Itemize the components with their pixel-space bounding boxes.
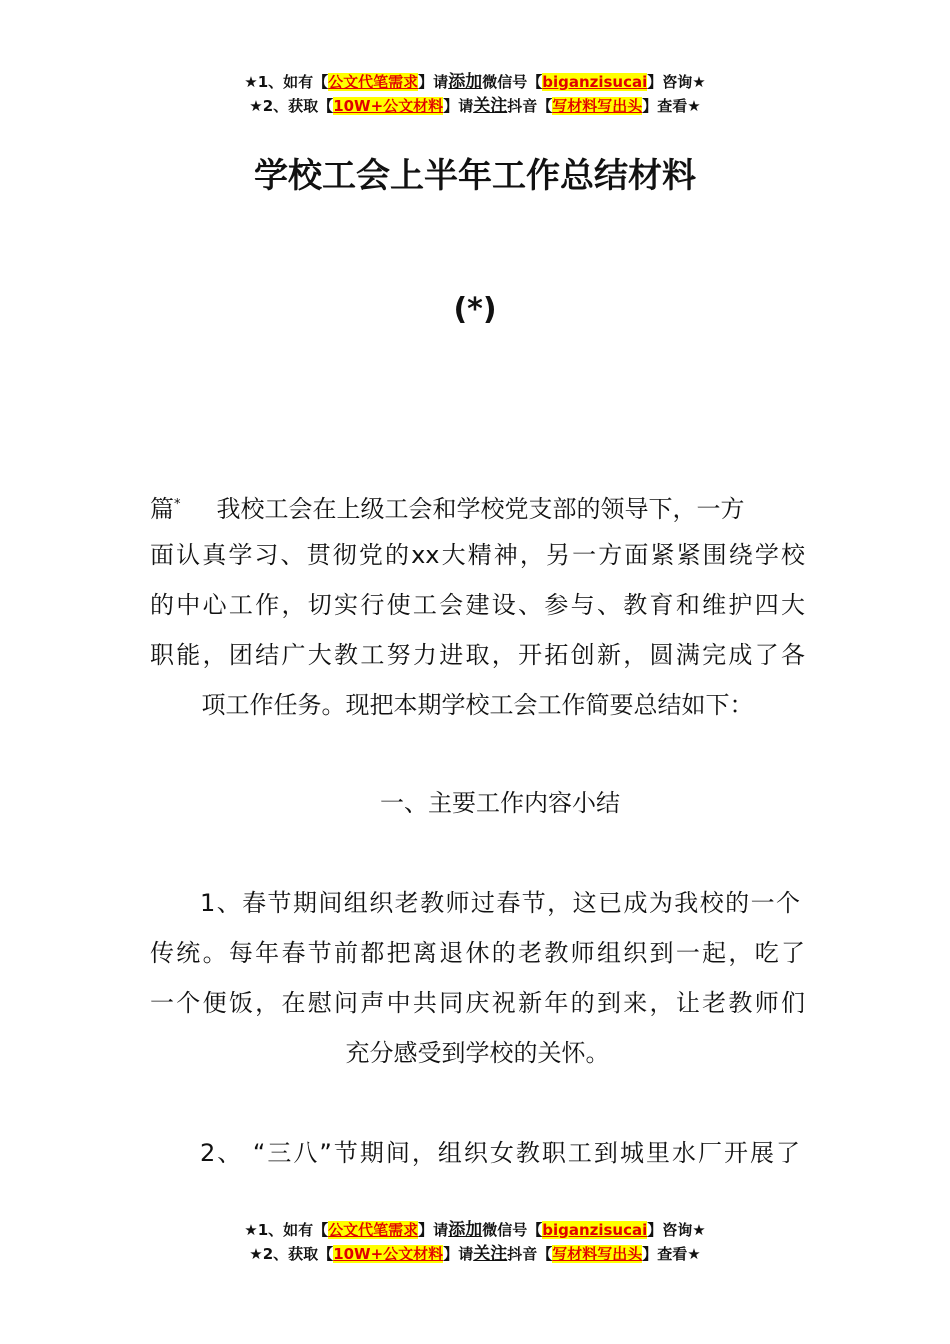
banner-text: ★2、获取【 [249, 1245, 334, 1263]
banner-text: 】请 [418, 73, 449, 91]
banner-text: 】咨询★ [647, 73, 706, 91]
banner-text: 写材料写出头 [552, 1245, 643, 1263]
banner-text: biganzisucai [542, 1221, 648, 1239]
paragraph-line: 一个便饭，在慰问声中共同庆祝新年的到来，让老教师们 [150, 989, 805, 1017]
paragraph-line: 篇* 我校工会在上级工会和学校党支部的领导下，一方 [150, 495, 745, 523]
document-title: 学校工会上半年工作总结材料 [254, 156, 696, 196]
banner-text: 添加 [448, 72, 483, 92]
paragraph-line: 面认真学习、贯彻党的xx大精神，另一方面紧紧围绕学校 [150, 541, 805, 569]
paragraph-line: 传统。每年春节前都把离退休的老教师组织到一起，吃了 [150, 939, 805, 967]
banner-text: 】咨询★ [647, 1221, 706, 1239]
paragraph-line: 充分感受到学校的关怀。 [345, 1039, 610, 1067]
banner-text: 】请 [443, 1245, 474, 1263]
section-heading: 一、主要工作内容小结 [380, 789, 620, 817]
banner-text: ★2、获取【 [249, 97, 334, 115]
banner-text: ★1、如有【 [244, 73, 329, 91]
banner-text: 公文代笔需求 [328, 73, 419, 91]
banner-text: 微信号【 [482, 1221, 543, 1239]
paragraph-line: 的中心工作，切实行使工会建设、参与、教育和维护四大 [150, 591, 805, 619]
banner-text: 写材料写出头 [552, 97, 643, 115]
paragraph-line: 职能，团结广大教工努力进取，开拓创新，圆满完成了各 [150, 641, 805, 669]
banner-text: 抖音【 [507, 1245, 553, 1263]
banner-text: ★1、如有【 [244, 1221, 329, 1239]
promo-banner-bottom [0, 1218, 950, 1266]
banner-text: 10W+公文材料 [333, 1245, 444, 1263]
banner-text: 添加 [448, 1220, 483, 1240]
banner-text: 关注 [473, 96, 508, 116]
banner-text: biganzisucai [542, 73, 648, 91]
banner-text: 关注 [473, 1244, 508, 1264]
paragraph-line: 2、 “三八”节期间，组织女教职工到城里水厂开展了 [200, 1139, 800, 1167]
banner-text: 微信号【 [482, 73, 543, 91]
banner-text: 】请 [443, 97, 474, 115]
banner-text: 】查看★ [642, 1245, 701, 1263]
paragraph-line: 1、春节期间组织老教师过春节，这已成为我校的一个 [200, 889, 800, 917]
banner-text: 公文代笔需求 [328, 1221, 419, 1239]
promo-banner-top [0, 70, 950, 118]
banner-text: 10W+公文材料 [333, 97, 444, 115]
banner-text: 】查看★ [642, 97, 701, 115]
banner-text: 】请 [418, 1221, 449, 1239]
document-subtitle: (*) [453, 292, 497, 327]
banner-text: 抖音【 [507, 97, 553, 115]
paragraph-line: 项工作任务。现把本期学校工会工作简要总结如下： [201, 691, 754, 719]
